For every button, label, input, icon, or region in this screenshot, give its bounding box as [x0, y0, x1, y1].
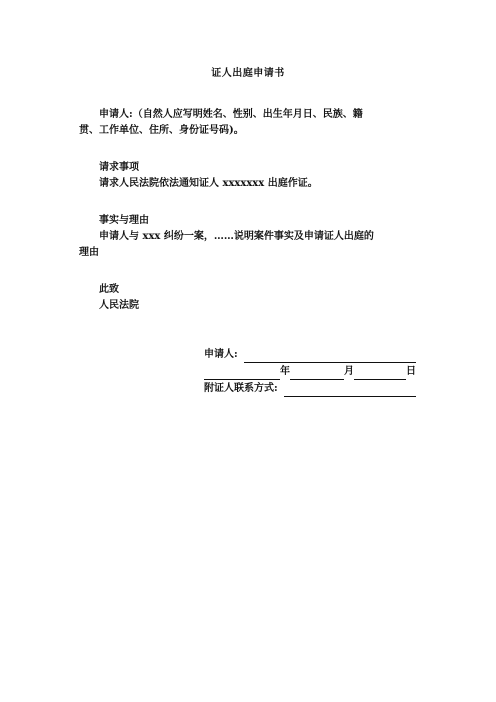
closing-section — [79, 282, 419, 314]
closing-court: 人民法院 — [99, 300, 139, 311]
applicant-line-1: 申请人:（自然人应写明姓名、性别、出生年月日、民族、籍 — [99, 109, 363, 120]
facts-line-2: 理由 — [79, 247, 99, 258]
request-section — [79, 160, 419, 192]
applicant-section — [79, 107, 419, 139]
signature-applicant-label: 申请人: — [204, 349, 238, 360]
document-title: 证人出庭申请书 — [211, 68, 285, 79]
month-blank[interactable] — [290, 367, 344, 380]
request-text: 请求人民法院依法通知证人 xxxxxxx 出庭作证。 — [99, 178, 318, 189]
facts-section — [79, 213, 419, 261]
signature-block — [204, 346, 416, 397]
day-label: 日 — [406, 366, 416, 377]
contact-blank[interactable] — [284, 384, 416, 397]
facts-heading: 事实与理由 — [99, 215, 149, 226]
request-heading: 请求事项 — [99, 162, 139, 173]
signature-date-row — [204, 363, 416, 380]
applicant-signature-blank[interactable] — [244, 350, 416, 363]
year-label: 年 — [280, 366, 290, 377]
signature-applicant-row — [204, 346, 416, 363]
facts-line-1: 申请人与 xxx 纠纷一案，……说明案件事实及申请证人出庭的 — [99, 231, 374, 242]
contact-label: 附证人联系方式: — [204, 383, 278, 394]
closing-salutation: 此致 — [99, 284, 119, 295]
month-label: 月 — [344, 366, 354, 377]
year-blank[interactable] — [204, 367, 280, 380]
applicant-line-2: 贯、工作单位、住所、身份证号码)。 — [79, 125, 244, 136]
day-blank[interactable] — [354, 367, 406, 380]
signature-contact-row — [204, 380, 416, 397]
